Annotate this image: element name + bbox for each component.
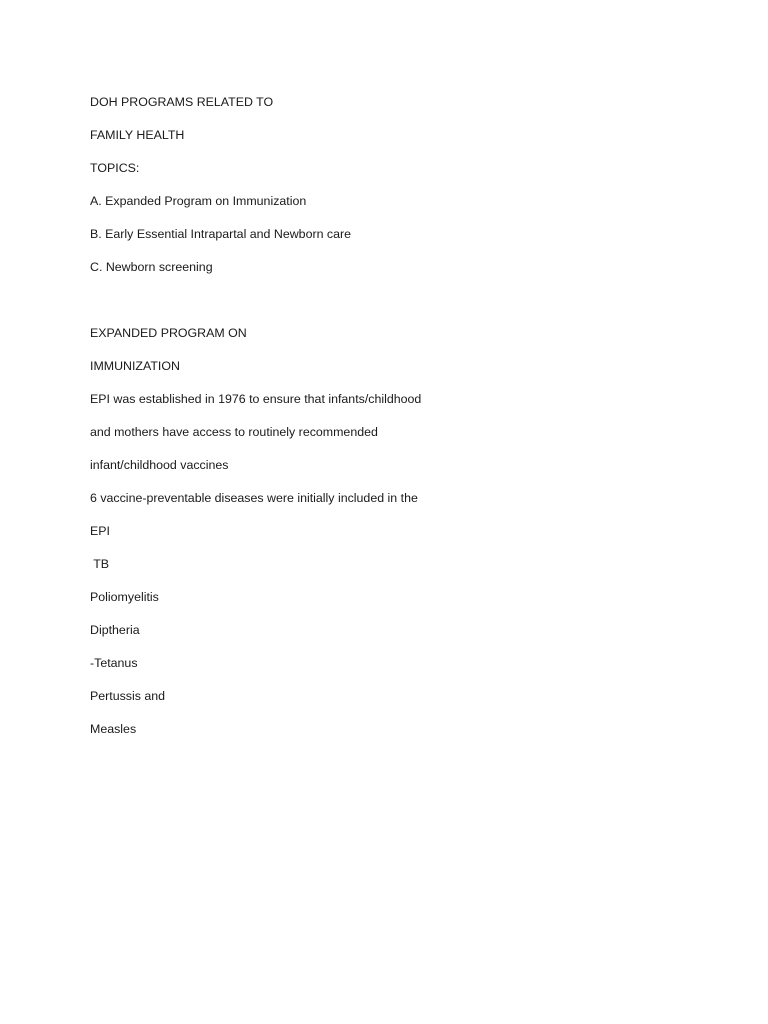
topic-item: C. Newborn screening [90,260,213,274]
topic-item: A. Expanded Program on Immunization [90,194,307,208]
section-title-line-2: IMMUNIZATION [90,359,180,373]
disease-item: Measles [90,722,137,736]
disease-item: -Tetanus [90,656,138,670]
document-body [90,93,690,753]
blank-line [90,291,690,324]
disease-item: TB [90,557,110,571]
paragraph-line: 6 vaccine-preventable diseases were initially included in the [90,491,418,505]
disease-item: Poliomyelitis [90,590,159,604]
topics-label: TOPICS: [90,161,140,175]
document-heading-line-2: FAMILY HEALTH [90,128,185,142]
paragraph-line: and mothers have access to routinely recommended [90,425,378,439]
paragraph-line: EPI was established in 1976 to ensure that infants/childhood [90,392,422,406]
section-title-line-1: EXPANDED PROGRAM ON [90,326,247,340]
document-heading-line-1: DOH PROGRAMS RELATED TO [90,95,274,109]
disease-item: Diptheria [90,623,140,637]
disease-item: Pertussis and [90,689,166,703]
topic-item: B. Early Essential Intrapartal and Newborn care [90,227,352,241]
paragraph-line: EPI [90,524,110,538]
paragraph-line: infant/childhood vaccines [90,458,229,472]
